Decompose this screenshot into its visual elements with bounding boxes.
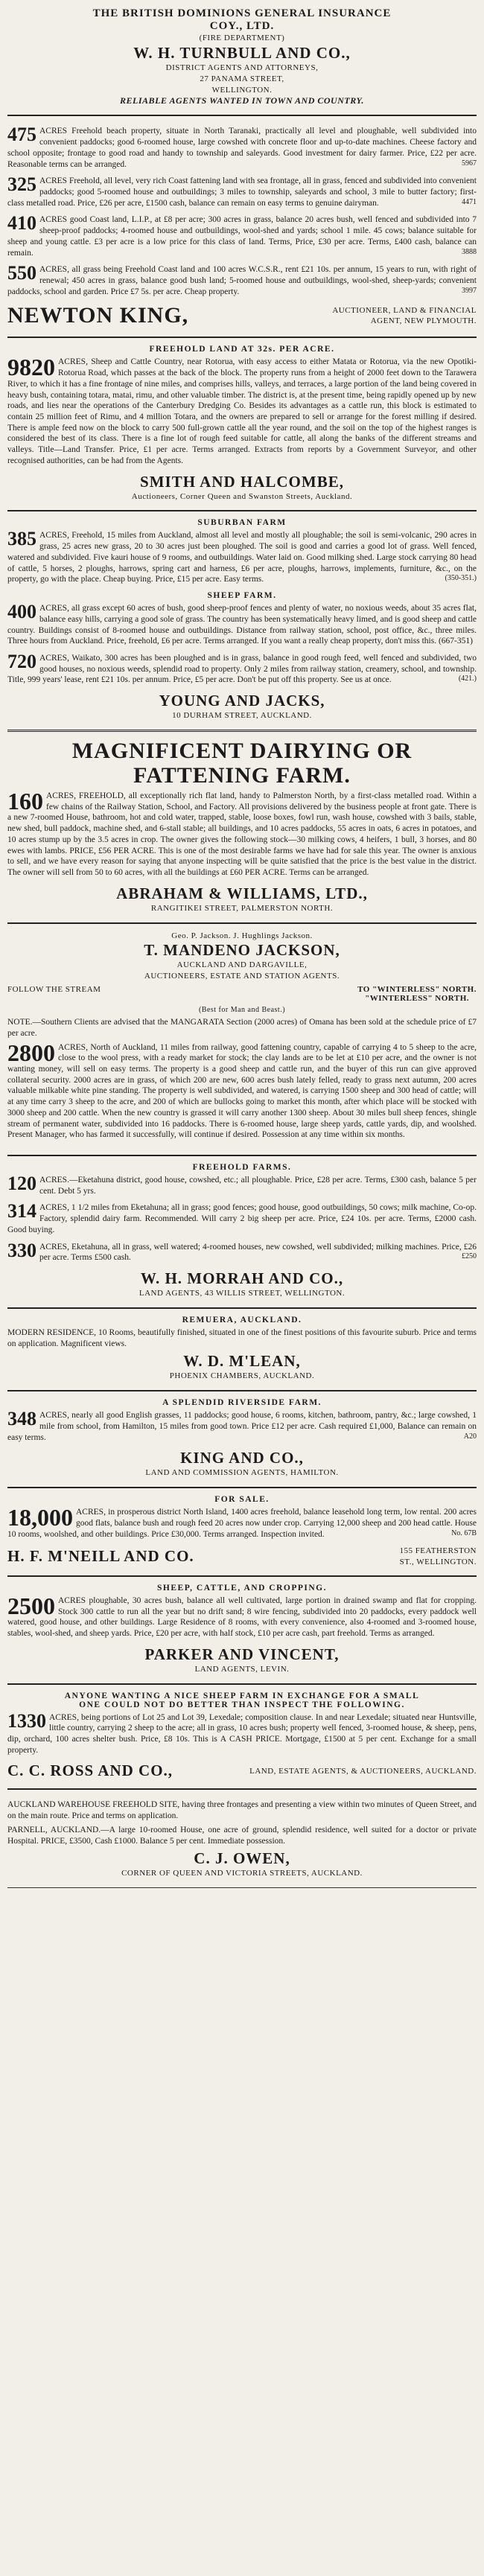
divider (7, 1683, 477, 1685)
agent-name: SMITH AND HALCOMBE, (140, 472, 344, 491)
ad-heading: FREEHOLD FARMS. (192, 1162, 292, 1172)
ad-ross (7, 1689, 477, 1785)
listing-text: ACRES good Coast land, L.I.P., at £8 per acre; 300 acres in grass, balance 20 acres bush, well fenced and subdivided into 7 sheep-proof paddocks; 4-roomed house and outbuildings, wool-shed and yards; school 1 mile. 45 cows; balance suitable for sheep and young cattle. £3 per acre is a low price for this class of land. Terms, Price, £30 per acre. Terms, £400 cash, balance can remain. (7, 215, 477, 258)
ad-title-line2: COY., LTD. (209, 20, 275, 32)
divider (7, 922, 477, 924)
listing-ref: 3888 (462, 247, 477, 256)
listing-text: ACRES, FREEHOLD, all exceptionally rich flat land, handy to Palmerston North, by a first-class metalled road. Within a few chains of the Railway Station, School, and Factory. All provisions delivered by the business people at front gate. There is a new 7-roomed House, bathroom, hot and cold water, trapped, stable, loose boxes, fowl run, wash house, cowshed with 3 bails, stable, new shed, bull paddock, machine shed, and 6-stall stable; all buildings, and 10 acres paddocks, 55 acres in oats, 6 acres in potatoes, and 10 acres stump up by the 3.5 acres in crop. The owner gives the following stock—30 milking cows, 4 heifers, 1 bull, 3 horses, and 80 ewes with lambs. PRICE, £56 PER ACRE. This is one of the most desirable farms we have had for sale this year. The owner is anxious to sell, and we have every reason for saying that anyone inspecting will be quite satisfied that the price is the best value in the district. The owner will sell from 50 to 60 acres, with all the buildings at £60 PER ACRE. Terms can be arranged. (7, 791, 477, 877)
listing (7, 354, 477, 466)
listing-ref: £250 (462, 1252, 477, 1261)
agent-name: T. MANDENO JACKSON, (144, 941, 340, 960)
listing-text: PARNELL, AUCKLAND.—A large 10-roomed House, one acre of ground, splendid residence, well suited for a doctor or private Hospital. PRICE, £3500, Cash £1000. Balance 5 per cent. Immediate possession. (7, 1825, 477, 1846)
listing-ref: No. 67B (451, 1528, 477, 1537)
agent-name: C. C. ROSS AND CO., (7, 1762, 173, 1780)
listing-text: ACRES, Eketahuna, all in grass, well watered; 4-roomed houses, new cowshed, well subdivided; milking machines. Price, £26 per acre. Terms £500 cash. (39, 1242, 477, 1263)
listing-ref: 3997 (462, 286, 477, 295)
ad-parker-vincent (7, 1581, 477, 1680)
ad-heading: REMUERA, AUCKLAND. (182, 1315, 302, 1324)
listing (7, 264, 477, 297)
ad-young-jacks (7, 515, 477, 725)
ad-heading-line1: ANYONE WANTING A NICE SHEEP FARM IN EXCHANGE FOR A SMALL (64, 1691, 420, 1700)
listing-acres: 385 (7, 528, 36, 550)
listing-acres: 475 (7, 124, 36, 146)
listing-text: ACRES ploughable, 30 acres bush, balance all well cultivated, large portion in drained swamp and flat for cropping. Stock 300 cattle to run all the year but no drift sand; 8 wire fencing, subdivided into 20 paddocks, every paddock well watered, good house, and other buildings. Large Residence of 8 rooms, with every convenience, also 4-roomed and 3-roomed house, stables, wool-shed, and sheep yards. Price, £20 per acre, with half stock, £10 per acre cash, part freehold. Terms as arranged. (7, 1595, 477, 1639)
listing-text: ACRES, nearly all good English grasses, 11 paddocks; good house, 6 rooms, kitchen, bathroom, pantry, &c.; large cowshed, 1 mile from school, from Hamilton, 15 miles from good town. Price £12 per acre. Cash required £1,000, Balance can remain on easy terms. (7, 1411, 477, 1442)
slogan-sub: (Best for Man and Beast.) (198, 1006, 286, 1015)
note: NOTE.—Southern Clients are advised that the MANGARATA Section (2000 acres) of Omana has been sold at the schedule price of £7 per acre. (7, 1018, 477, 1038)
listing-ref: 4471 (462, 197, 477, 206)
ad-newton-king (7, 120, 477, 333)
listing-text: ACRES, all grass being Freehold Coast land and 100 acres W.C.S.R., rent £21 10s. per annum, 15 years to run, with right of renewal; 450 acres in grass, balance good bush land; 5-roomed house and outbuildings, wool-shed, sheep-yards; convenient paddocks, school and garden. Price £7 5s. per acre. Cheap property. (7, 265, 477, 296)
ad-british-dominions (7, 4, 477, 111)
listing-text: ACRES Freehold beach property, situate in North Taranaki, practically all level and ploughable, well subdivided into convenient paddocks; good 6-roomed house, large cowshed with concrete floor and up-to-date machines. Cheese factory and school opposite; frontage to good road and handy to township and saleyards. Good investment for dairy farmer. Price, £22 per acre. Reasonable terms can be arranged. (7, 127, 477, 169)
agent-row (7, 1546, 477, 1567)
ad-mandeno-jackson (7, 928, 477, 1151)
divider (7, 337, 477, 338)
listing-acres: 314 (7, 1200, 36, 1222)
agent-address-line1: 155 FEATHERSTON (399, 1546, 477, 1556)
listing-acres: 348 (7, 1408, 36, 1430)
slogan-mid-line2: "WINTERLESS" NORTH. (365, 994, 470, 1004)
listing-acres: 120 (7, 1172, 36, 1194)
listing (7, 173, 477, 208)
listing-ref: (421.) (458, 675, 477, 683)
listing-acres: 2500 (7, 1592, 55, 1619)
ad-headline-line2: FATTENING FARM. (133, 762, 351, 788)
agents-wanted: RELIABLE AGENTS WANTED IN TOWN AND COUNTRY. (120, 95, 364, 106)
agent-name: PARKER AND VINCENT, (144, 1645, 340, 1663)
listing-acres: 2800 (7, 1039, 55, 1066)
ad-mlean (7, 1313, 477, 1386)
ad-headline-line1: MAGNIFICENT DAIRYING OR (71, 738, 413, 763)
listing (7, 787, 477, 879)
agent-name: W. D. M'LEAN, (183, 1352, 301, 1371)
ad-owen (7, 1794, 477, 1884)
divider (7, 1155, 477, 1156)
listing (7, 1504, 477, 1540)
agent-row (7, 1762, 477, 1780)
ad-heading: FOR SALE. (214, 1495, 270, 1505)
divider (7, 1788, 477, 1790)
divider (7, 1390, 477, 1391)
newspaper-page (7, 0, 477, 1888)
agent-line2: AUCTIONEERS, ESTATE AND STATION AGENTS. (144, 972, 340, 981)
ad-heading: FREEHOLD LAND AT 32s. PER ACRE. (149, 345, 335, 354)
ad-heading: SHEEP, CATTLE, AND CROPPING. (157, 1583, 327, 1593)
agent-name: H. F. M'NEILL AND CO. (7, 1547, 194, 1566)
agent-address: Auctioneers, Corner Queen and Swanston Streets, Auckland. (131, 491, 353, 501)
agent-line1: AUCKLAND AND DARGAVILLE, (176, 960, 308, 970)
agent-name: NEWTON KING, (7, 303, 189, 328)
agent-name: C. J. OWEN, (194, 1849, 290, 1868)
divider (7, 1487, 477, 1488)
listing (7, 603, 477, 647)
listing-acres: 325 (7, 173, 36, 196)
listing (7, 1592, 477, 1639)
slogan-left: FOLLOW THE STREAM (7, 985, 101, 995)
agent-row (7, 303, 477, 328)
listing (7, 126, 477, 170)
agent-address: RANGITIKEI STREET, PALMERSTON NORTH. (150, 903, 334, 913)
ad-title-line1: THE BRITISH DOMINIONS GENERAL INSURANCE (92, 7, 392, 19)
listing-text: ACRES, Sheep and Cattle Country, near Rotorua, with easy access to either Matata or Rotorua, via the new Opotiki-Rotorua Road, which passes at the back of the block. The property runs from a height of 2000 feet down to the Tarawera River, to which it has a fine frontage of nine miles, and comprises hills, valleys, and terraces, a large portion of the land being covered in heavy bush, containing totara, matai, rimu, and other valuable timber. The district is, at the present time, being rapidly opened up by new roads, and lies near the operations of the Canterbury Dredging Co. Besides its advantages as a cattle run, this block is estimated to contain 25 million feet of Rimu, and 4 million Totara, and the owners are prepared to sell or arrange for the forest milling if desired. There is ample feed now on the block to carry 500 full-grown cattle all the year round, and the soil on the top of the highest ranges is considered the best of its class. There is a fine lot of rough feed suitable for cattle, all along the banks of the different streams and valleys. Title—Land Transfer. Price, £1 per acre. Terms arranged. Extracts from reports by a Government Surveyor, and other recognised authorities, can be had from the Agents. (7, 357, 477, 465)
agent-line1: DISTRICT AGENTS AND ATTORNEYS, (165, 63, 319, 72)
agent-address: LAND AND COMMISSION AGENTS, HAMILTON. (145, 1468, 339, 1478)
agent-desc-line2: AGENT, NEW PLYMOUTH. (370, 316, 477, 326)
agent-line2: 27 PANAMA STREET, (200, 74, 284, 83)
agent-line3: WELLINGTON. (211, 85, 273, 95)
ad-heading: SUBURBAN FARM (197, 518, 287, 528)
listing-text: ACRES, all grass except 60 acres of bush, good sheep-proof fences and plenty of water, no noxious weeds, about 35 acres flat, balance easy hills, carrying a good sole of grass. The country has been systematically heavy limed, and is good sheep and cattle country. Buildings consist of 8-roomed house and outbuildings. Distance from railway station, school, post office, &c., three miles. Three hours from Auckland. Price, freehold, £6 per acre. Terms arranged. If you want a really cheap property, don't miss this. (667-351) (7, 604, 477, 646)
listing-text: ACRES Freehold, all level, very rich Coast fattening land with sea frontage, all in grass, fenced and subdivided into convenient paddocks; good 5-roomed house and outbuildings; 3 miles to township, saleyards and school, 3 mile to butter factory; first-class metalled road. Price, £26 per acre, £1500 cash, balance can remain on easy terms to genuine dairyman. (7, 176, 477, 208)
listing-acres: 9820 (7, 354, 55, 381)
listing-acres: 410 (7, 212, 36, 235)
agent-address: LAND AGENTS, LEVIN. (194, 1664, 290, 1674)
ad-king (7, 1395, 477, 1483)
divider (7, 730, 477, 732)
listing-ref: 5967 (462, 159, 477, 168)
ad-morrah (7, 1160, 477, 1304)
listing (7, 1202, 477, 1235)
slogan-row (7, 985, 477, 1003)
ad-smith-halcombe (7, 342, 477, 506)
divider (7, 510, 477, 511)
partners: Geo. P. Jackson. J. Hughlings Jackson. (171, 931, 313, 940)
slogan-middle (357, 985, 477, 1003)
ad-heading: A SPLENDID RIVERSIDE FARM. (162, 1398, 322, 1408)
agent-address (399, 1546, 477, 1567)
agent-address-line2: ST., WELLINGTON. (399, 1557, 477, 1566)
listing (7, 1709, 477, 1756)
agent-description (332, 305, 477, 327)
agent-address: PHOENIX CHAMBERS, AUCKLAND. (169, 1371, 315, 1381)
listing-acres: 18,000 (7, 1504, 73, 1531)
listing (7, 1239, 477, 1263)
listing-text: ACRES.—Eketahuna district, good house, cowshed, etc.; all ploughable. Price, £28 per acre. Terms, £300 cash, balance 5 per cent. Debt 5 yrs. (39, 1175, 477, 1196)
agent-description: LAND, ESTATE AGENTS, & AUCTIONEERS, AUCKLAND. (249, 1766, 477, 1776)
ad-abraham-williams (7, 736, 477, 919)
agent-address: CORNER OF QUEEN AND VICTORIA STREETS, AUCKLAND. (121, 1869, 363, 1878)
listing-text: ACRES, Waikato, 300 acres has been ploughed and is in grass, balance in good rough feed, well fenced and subdivided, two good houses, no noxious weeds, splendid road to property. Only 2 miles from railway station, creamery, school, and township. Title, 999 years' lease, rent £21 10s. per annum. Price, £5 per acre. Don't be put off this property. See us at once. (7, 653, 477, 685)
agent-name: YOUNG AND JACKS, (159, 692, 325, 710)
listing-text: ACRES, in prosperous district North Island, 1400 acres freehold, balance leasehold long term, low rental. 200 acres good flats, balance bush and rough feed 20 acres now under crop. Carrying 12,000 sheep and 200 head cattle. House 10 rooms, woolshed, and other buildings. Price £30,000. Terms arranged. Inspection invited. (7, 1508, 477, 1539)
agent-name: ABRAHAM & WILLIAMS, LTD., (116, 884, 368, 902)
ad-heading: SHEEP FARM. (207, 591, 277, 601)
ad-mneill (7, 1492, 477, 1572)
listing-acres: 160 (7, 787, 43, 814)
listing (7, 214, 477, 258)
listing-acres: 330 (7, 1239, 36, 1261)
listing-text: AUCKLAND WAREHOUSE FREEHOLD SITE, having three frontages and presenting a view within two minutes of Queen Street, and on the main route. Price and terms on application. (7, 1800, 477, 1821)
listing-text: ACRES, North of Auckland, 11 miles from railway, good fattening country, capable of carrying 4 to 5 sheep to the acre, close to the wool press, with a ready market for stock; the clay lands are to be let at £10 per acre, and the owner is not wanting money, will sell on easy terms. The property is a good sheep and cattle run, and the buyer of this run can give approved collateral security. 2000 acres are in grass, of which 200 are new, 600 acres bush lately felled, ready to grass next autumn, 200 acres valuable milkable white pine standing. The property is well subdivided, and watered, is carrying 1500 sheep and 300 head of cattle; will at any time carry 3 sheep to the acre, and 200 of which are bullocks going to market this month, after which place will be stocked with 3000 sheep and 200 cattle. When the new country is grassed it will carry another 1300 sheep. About 30 miles bull sheep fences, shingle stream of permanent water, subdivided into 16 paddocks. There is 6-roomed house, large sheep yards, cattle yards, dip, and woolshed. Present Manager, who has farmed it successfully, will continue if desired. Possession at any time within six months. (7, 1042, 477, 1140)
divider (7, 1575, 477, 1577)
listing-text: ACRES, Freehold, 15 miles from Auckland, almost all level and mostly all ploughable; the soil is semi-volcanic, 290 acres in grass, 25 acres new grass, 20 to 30 acres just been ploughed. The soil is good and carries a good lot of grass. Well fenced, watered and subdivided. Five kauri house of 9 rooms, and outbuildings. Water laid on. Good milking shed. Large stock carrying 80 head of cattle, 5 horses, 2 ploughs, harrows, spring cart and harness, £6 per acre, ploughs, harrows, implements, furniture, &c., on the property, go with the place. Cheap buying. Price, £15 per acre. Easy terms. (7, 531, 477, 584)
listing (7, 1039, 477, 1141)
listing (7, 530, 477, 585)
agent-desc-line1: AUCTIONEER, LAND & FINANCIAL (332, 306, 477, 316)
slogan-mid-line1: TO "WINTERLESS" NORTH. (357, 985, 477, 995)
listing-acres: 400 (7, 601, 36, 623)
listing-ref: A20 (463, 1432, 477, 1441)
listing-acres: 1330 (7, 1709, 46, 1732)
divider (7, 1307, 477, 1309)
listing (7, 1410, 477, 1443)
listing (7, 1172, 477, 1196)
listing-acres: 720 (7, 650, 36, 672)
agent-name: KING AND CO., (180, 1449, 304, 1467)
listing-ref: (350-351.) (445, 574, 477, 583)
agent-address: LAND AGENTS, 43 WILLIS STREET, WELLINGTON. (138, 1289, 346, 1298)
agent-address: 10 DURHAM STREET, AUCKLAND. (172, 711, 312, 721)
listing (7, 650, 477, 686)
agent-name: W. H. MORRAH AND CO., (140, 1269, 344, 1287)
ad-heading-line2: ONE COULD NOT DO BETTER THAN INSPECT THE FOLLOWING. (79, 1700, 405, 1709)
listing-text: MODERN RESIDENCE, 10 Rooms, beautifully finished, situated in one of the finest positions of this favourite suburb. Price and terms on application. Magnificent views. (7, 1327, 477, 1348)
listing-text: ACRES, being portions of Lot 25 and Lot 39, Lexedale; composition clause. In and near Lexedale; situated near Huntsville, little country, carrying 2 sheep to the acre; all in grass, 10 acres bush; property well fenced, 3-roomed house, & sheep, pens, dip, orchard, 100 acres shelter bush. Price, £8 10s. This is A CASH PRICE. Mortgage, £1500 at 5 per cent. Exchange for a small property. (7, 1712, 477, 1755)
listing-acres: 550 (7, 262, 36, 284)
listing-text: ACRES, 1 1/2 miles from Eketahuna; all in grass; good fences; good house, good outbuildings, 50 cows; milk machine, Co-op. Factory, splendid dairy farm. Recommended. Will carry 2 big sheep per acre. Price, £24 10s. per acre. Terms, £2000 cash. Good buying. (7, 1203, 477, 1234)
agent-name: W. H. TURNBULL AND CO., (133, 43, 351, 62)
divider (7, 115, 477, 116)
ad-dept: (FIRE DEPARTMENT) (199, 34, 285, 42)
divider (7, 1887, 477, 1888)
